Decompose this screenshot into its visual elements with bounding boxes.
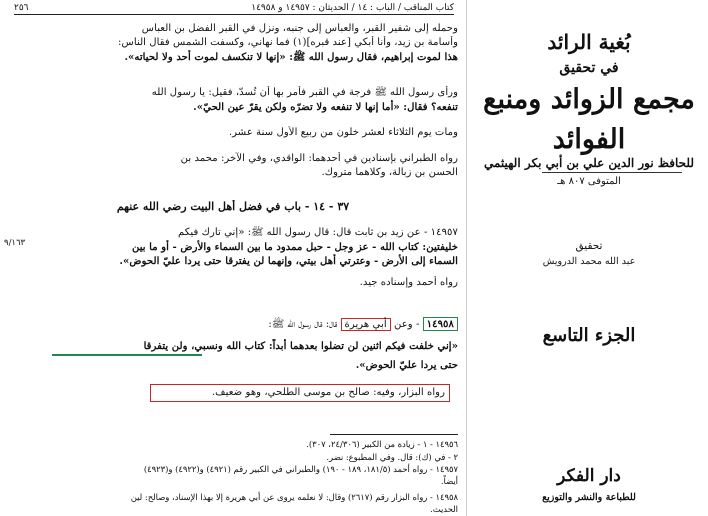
cover-top-title: بُغية الرائد xyxy=(547,30,631,54)
body-line: وأسامة بن زيد، وأنا أبكي [عند قبره](١) فما نهاني، وكسفت الشمس فقال الناس: xyxy=(118,37,458,48)
body-line: وحمله إلى شفير القبر، والعباس إلى جنبه، ونزل في القبر الفضل بن العباس xyxy=(141,23,458,34)
author-underline xyxy=(542,172,682,173)
cover-author: للحافظ نور الدين علي بن أبي بكر الهيثمي xyxy=(483,156,695,170)
body-line: الحسن بن زبالة، وكلاهما متروك. xyxy=(321,167,458,178)
body-line: تنفعه؟ فقال: «أما إنها لا تنفعه ولا تضرّه ولكن يقرّ عين الحيّ». xyxy=(193,101,458,113)
running-header xyxy=(14,3,454,15)
body-line: هذا لموت إبراهيم، فقال رسول الله ﷺ: «إنها لا تنكسف لموت أحد ولا لحياته». xyxy=(124,51,458,63)
cover-tahqiq-prefix: في تحقيق xyxy=(559,60,619,76)
cover-editor-label: تحقيق xyxy=(575,240,603,252)
footnote-rule xyxy=(330,434,458,435)
book-chapter-label: كتاب المناقب / الباب : ١٤ / الحديثان : ١٤٩٥٧ و ١٤٩٥٨ xyxy=(251,3,454,13)
green-underline xyxy=(52,354,202,356)
cover-editor: عبد الله محمد الدرويش xyxy=(542,256,636,267)
cover-death-year: المتوفى ٨٠٧ هـ xyxy=(557,176,621,187)
footnote: الحديث. xyxy=(430,504,458,514)
page-number: ٢٥٦ xyxy=(14,3,29,13)
publisher-subtitle: للطباعة والنشر والتوزيع xyxy=(542,492,636,503)
body-line: ومات يوم الثلاثاء لعشر خلون من ربيع الأول سنة عشر. xyxy=(228,127,458,138)
title-page xyxy=(470,0,708,516)
hadith-14957-line: ١٤٩٥٧ - عن زيد بن ثابت قال: قال رسول الله ﷺ: «إني تارك فيكم xyxy=(177,227,458,238)
hadith-14958-line: حتى يردا عليّ الحوض». xyxy=(355,359,458,371)
footnote: ١٤٩٥٧ - رواه أحمد (١٨١/٥، ١٨٩ - ١٩٠) والطبراني في الكبير رقم (٤٩٢١) و(٤٩٢٢) و(٤٩٢٣) xyxy=(143,464,458,474)
hadith-14957-line: السماء إلى الأرض - وعترتي أهل بيتي، وإنهما لن يفترقا حتى يردا عليّ الحوض». xyxy=(119,255,458,267)
cover-main-title: مجمع الزوائد ومنبع الفوائد xyxy=(483,84,695,155)
footnote: أيضاً. xyxy=(440,476,458,486)
footnote: ١٤٩٥٨ - رواه البزار رقم (٢٦١٧) وقال: لا نعلمه يروى عن أبي هريرة إلا بهذا الإسناد، وصالح: لين xyxy=(130,492,458,502)
hadith-number-highlight: ١٤٩٥٨ xyxy=(423,317,458,331)
publisher-logo-text: دار الفكر xyxy=(557,466,621,486)
margin-page-ref: ٩/١٦٣ xyxy=(4,238,26,248)
footnote: ٢ - في (ك): قال. وفي المطبوع: نضر. xyxy=(326,452,458,462)
hadith-post: قال: قال رسول الله ﷺ: xyxy=(268,319,338,330)
grading-highlight: رواه البزار، وفيه: صالح بن موسى الطلحي، وهو ضعيف. xyxy=(150,384,450,402)
hadith-14957-line: رواه أحمد وإسناده جيد. xyxy=(359,277,458,288)
narrator-highlight: أبي هريرة xyxy=(341,318,391,331)
footnote: ١٤٩٥٦ - ١ - زيادة من الكبير (٢٤/٣٠٦، ٣٠٧). xyxy=(306,439,458,449)
page-divider xyxy=(466,0,467,516)
chapter-title: ٣٧ - ١٤ - باب في فضل أهل البيت رضي الله عنهم xyxy=(116,200,350,213)
hadith-pre: - وعن xyxy=(393,319,420,330)
body-line: رواه الطبراني بإسنادين في أحدهما: الواقدي، وفي الآخر: محمد بن xyxy=(180,153,458,164)
hadith-14958-line: «إني خلفت فيكم اثنين لن تضلوا بعدهما أبداً: كتاب الله ونسبي، ولن يتفرقا xyxy=(143,340,458,352)
cover-volume: الجزء التاسع xyxy=(542,325,636,346)
hadith-14957-line: خليفتين: كتاب الله - عز وجل - حبل ممدود ما بين السماء والأرض - أو ما بين xyxy=(131,241,458,253)
hadith-14958-line xyxy=(8,317,458,332)
body-line: ورأى رسول الله ﷺ فرجة في القبر فأمر بها أن تُسدّ، فقيل: يا رسول الله xyxy=(151,87,458,98)
